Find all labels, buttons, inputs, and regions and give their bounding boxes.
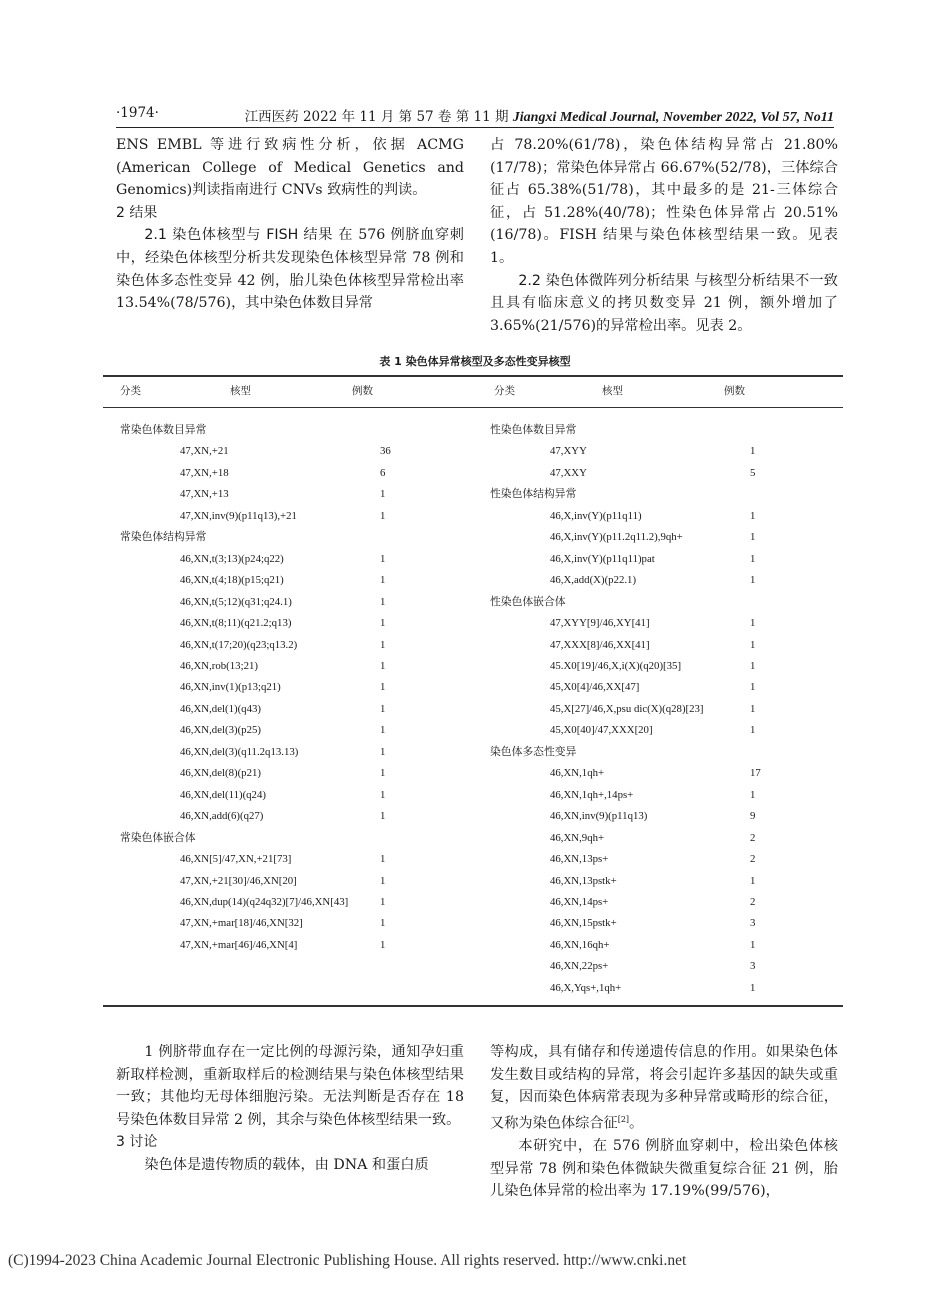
table-cell-count: 2 — [750, 831, 756, 844]
table-cell-karyotype: 46,XN,14ps+ — [550, 895, 609, 908]
table-cell-count: 1 — [750, 509, 756, 522]
paragraph — [116, 224, 464, 314]
table-cell-count: 1 — [380, 895, 386, 908]
citation-ref: [2] — [617, 1114, 630, 1124]
table-cell-count: 1 — [380, 788, 386, 801]
table-cell-karyotype: 46,XN,del(1)(q43) — [180, 702, 261, 715]
table-cell-count: 1 — [750, 938, 756, 951]
table-cell-karyotype: 46,XN,t(4;18)(p15;q21) — [180, 574, 284, 587]
top-left-column — [116, 134, 464, 315]
table-cell-karyotype: 47,XN,+18 — [180, 466, 229, 479]
top-right-column — [490, 134, 838, 337]
table-cell-karyotype: 46,XN,del(3)(q11.2q13.13) — [180, 745, 299, 758]
table-cell-karyotype: 46,X,inv(Y)(p11.2q11.2),9qh+ — [550, 531, 683, 544]
table-caption: 表 1 染色体异常核型及多态性变异核型 — [379, 355, 571, 368]
table-cell-count: 1 — [380, 488, 386, 501]
table-cell-karyotype: 47,XN,+mar[18]/46,XN[32] — [180, 917, 303, 930]
table-cell-karyotype: 46,XN,13pstk+ — [550, 874, 617, 887]
table-header-count: 例数 — [352, 385, 373, 397]
table-cell-karyotype: 47,XXY — [550, 466, 587, 479]
table-cell-karyotype: 47,XN,+mar[46]/46,XN[4] — [180, 938, 298, 951]
table-cell-karyotype: 46,XN,1qh+ — [550, 767, 605, 780]
table-cell-karyotype: 45.X0[19]/46,X,i(X)(q20)[35] — [550, 660, 682, 672]
table-cell-count: 1 — [380, 917, 386, 930]
table-cell-karyotype: 46,XN,t(17;20)(q23;q13.2) — [180, 638, 298, 651]
table-cell-count: 5 — [750, 466, 756, 479]
table-cell-karyotype: 46,XN[5]/47,XN,+21[73] — [180, 853, 292, 865]
table-cell-count: 1 — [750, 660, 756, 672]
table-cell-karyotype: 46,XN,del(11)(q24) — [180, 788, 266, 801]
journal-en: Jiangxi Medical Journal, November 2022, Vol 57, No11 — [512, 110, 834, 125]
table-cell-karyotype: 46,XN,dup(14)(q24q32)[7]/46,XN[43] — [180, 895, 349, 908]
table-cell-count: 1 — [380, 745, 386, 758]
table-cell-karyotype: 47,XXX[8]/46,XX[41] — [550, 638, 650, 651]
table-cell-count: 1 — [750, 788, 756, 801]
subsection-title: 2.1 染色体核型与 FISH 结果 — [144, 227, 334, 244]
table-cell-count: 1 — [750, 531, 756, 544]
paragraph: ENS EMBL 等进行致病性分析，依据 ACMG (American College of Medical Genetics and Genomics)判读指南进行 CNVs 致病性的判读。 — [116, 137, 464, 199]
table-cell-karyotype: 47,XYY[9]/46,XY[41] — [550, 617, 650, 629]
table-cell-karyotype: 47,XN,+21 — [180, 445, 229, 458]
table-header-karyotype: 核型 — [602, 385, 623, 397]
table-cell-karyotype: 46,XN,del(8)(p21) — [180, 767, 261, 780]
table-cell-karyotype: 46,XN,del(3)(p25) — [180, 724, 261, 737]
paragraph: 占 78.20%(61/78)，染色体结构异常占 21.80%(17/78)；常染色体异常占 66.67%(52/78)，三体综合征占 65.38%(51/78)，其中最多的是 21-三体综合征，占 51.28%(40/78)；性染色体异常占 20.51%(16/78)。FISH 结果与染色体核型结果一致。见表 1。 — [490, 137, 838, 266]
paragraph: 1 例脐带血存在一定比例的母源污染，通知孕妇重新取样检测，重新取样后的检测结果与染色体核型结果一致；其他均无母体细胞污染。无法判断是否存在 18 号染色体数目异常 2 例，其余与染色体核型结果一致。 — [116, 1044, 464, 1128]
table-cell-karyotype: 46,XN,16qh+ — [550, 938, 610, 951]
journal-info — [245, 105, 834, 126]
table-cell-count: 1 — [750, 981, 756, 994]
table-cell-count: 1 — [380, 681, 386, 694]
table-cell-count: 3 — [750, 960, 756, 973]
table-cell-karyotype: 46,XN,1qh+,14ps+ — [550, 788, 634, 801]
table-cell-karyotype: 46,XN,9qh+ — [550, 831, 605, 844]
table-cell-count: 1 — [750, 681, 756, 694]
table-group-label: 染色体多态性变异 — [490, 745, 577, 758]
table-cell-count: 6 — [380, 466, 386, 479]
table-cell-karyotype: 46,XN,rob(13;21) — [180, 660, 258, 672]
table-header-category: 分类 — [494, 385, 515, 397]
table-cell-count: 1 — [380, 638, 386, 651]
table-cell-karyotype: 47,XN,+13 — [180, 488, 229, 501]
table-cell-count: 1 — [380, 509, 386, 522]
table-cell-count: 1 — [750, 702, 756, 715]
table-cell-count: 17 — [750, 767, 761, 780]
paragraph — [490, 270, 838, 338]
table-group-label: 性染色体嵌合体 — [490, 595, 566, 608]
table-cell-count: 36 — [380, 445, 391, 458]
paragraph: 本研究中，在 576 例脐血穿刺中，检出染色体核型异常 78 例和染色体微缺失微重复综合征 21 例，胎儿染色体异常的检出率为 17.19%(99/576)， — [490, 1138, 838, 1200]
table-cell-count: 1 — [380, 702, 386, 715]
table-cell-count: 1 — [380, 810, 386, 823]
table-cell-karyotype: 46,XN,inv(9)(p11q13) — [550, 810, 648, 823]
journal-cn: 江西医药 2022 年 11 月 第 57 卷 第 11 期 — [244, 109, 509, 125]
table-cell-karyotype: 47,XN,+21[30]/46,XN[20] — [180, 874, 297, 887]
paragraph: 染色体是遗传物质的载体，由 DNA 和蛋白质 — [144, 1156, 429, 1173]
table-group-label: 性染色体数目异常 — [490, 424, 577, 436]
table-cell-count: 1 — [750, 445, 756, 458]
table-cell-count: 1 — [380, 574, 386, 587]
table-cell-karyotype: 45,X0[4]/46,XX[47] — [550, 681, 640, 694]
table-cell-count: 1 — [380, 724, 386, 737]
table-cell-count: 2 — [750, 853, 756, 865]
page-number: ·1974· — [116, 105, 159, 121]
table-cell-count: 9 — [750, 810, 756, 823]
table-header-rule — [103, 407, 843, 408]
table-cell-count: 1 — [380, 767, 386, 780]
table-cell-karyotype: 47,XN,inv(9)(p11q13),+21 — [180, 509, 297, 522]
copyright-footer: (C)1994-2023 China Academic Journal Electronic Publishing House. All rights reserved. http://www.cnki.net — [8, 1252, 687, 1269]
table-cell-count: 1 — [380, 853, 386, 865]
running-header — [116, 103, 834, 128]
table-group-label: 常染色体结构异常 — [120, 531, 207, 544]
table-cell-karyotype: 46,XN,22ps+ — [550, 960, 609, 973]
paragraph-text: 在 576 例脐血穿刺中，经染色体核型分析共发现染色体核型异常 78 例和染色体多态性变异 42 例，胎儿染色体核型异常检出率 13.54%(78/576)，其中染色体数目异常 — [116, 227, 464, 312]
table-cell-karyotype: 46,X,inv(Y)(p11q11)pat — [550, 552, 655, 565]
table-cell-karyotype: 46,XN,add(6)(q27) — [180, 810, 264, 823]
paragraph-text: 与核型分析结果不一致且具有临床意义的拷贝数变异 21 例，额外增加了 3.65%(21/576)的异常检出率。见表 2。 — [490, 272, 838, 334]
table-bottom-rule — [103, 1005, 843, 1007]
table-cell-count: 1 — [380, 552, 386, 565]
table-cell-count: 1 — [750, 638, 756, 651]
paragraph-end: 。 — [629, 1115, 644, 1132]
table-cell-count: 1 — [380, 938, 386, 951]
table-cell-karyotype: 46,XN,t(8;11)(q21.2;q13) — [180, 617, 292, 629]
table-cell-karyotype: 46,XN,13ps+ — [550, 853, 609, 865]
table-cell-count: 2 — [750, 895, 756, 908]
table-cell-karyotype: 45,X[27]/46,X,psu dic(X)(q28)[23] — [550, 702, 704, 715]
table-cell-karyotype: 46,XN,15pstk+ — [550, 917, 617, 930]
subsection-title: 2.2 染色体微阵列分析结果 — [518, 272, 690, 289]
section-heading-results: 2 结果 — [116, 204, 158, 221]
table-cell-karyotype: 46,XN,inv(1)(p13;q21) — [180, 681, 281, 694]
table-cell-karyotype: 46,X,Yqs+,1qh+ — [550, 981, 622, 994]
table-cell-karyotype: 46,X,add(X)(p22.1) — [550, 574, 637, 587]
table-header-category: 分类 — [120, 385, 141, 397]
table-cell-karyotype: 46,XN,t(5;12)(q31;q24.1) — [180, 595, 292, 608]
table-group-label: 常染色体数目异常 — [120, 424, 207, 436]
bottom-right-column — [490, 1041, 838, 1203]
table-top-rule — [103, 375, 843, 377]
table-cell-count: 1 — [750, 574, 756, 587]
paragraph-text: 等构成，具有储存和传递遗传信息的作用。如果染色体发生数目或结构的异常，将会引起许多基因的缺失或重复，因而染色体病常表现为多种异常或畸形的综合征，又称为染色体综合征 — [490, 1044, 838, 1132]
table-cell-karyotype: 46,X,inv(Y)(p11q11) — [550, 509, 642, 522]
table-cell-karyotype: 47,XYY — [550, 445, 587, 458]
table-cell-karyotype: 45,X0[40]/47,XXX[20] — [550, 724, 653, 737]
paragraph — [490, 1041, 838, 1135]
table-cell-count: 1 — [380, 617, 386, 629]
bottom-left-column — [116, 1041, 464, 1177]
table-cell-count: 1 — [380, 660, 386, 672]
table-cell-count: 1 — [750, 724, 756, 737]
table-cell-count: 1 — [750, 874, 756, 887]
table-cell-count: 3 — [750, 917, 756, 930]
table-cell-count: 1 — [380, 874, 386, 887]
table-cell-karyotype: 46,XN,t(3;13)(p24;q22) — [180, 552, 284, 565]
table-group-label: 性染色体结构异常 — [490, 488, 577, 501]
table-header-karyotype: 核型 — [230, 385, 251, 397]
table-cell-count: 1 — [750, 617, 756, 629]
table-header-count: 例数 — [724, 385, 745, 397]
table-cell-count: 1 — [380, 595, 386, 608]
section-heading-discussion: 3 讨论 — [116, 1134, 158, 1151]
table-cell-count: 1 — [750, 552, 756, 565]
table-group-label: 常染色体嵌合体 — [120, 831, 196, 844]
